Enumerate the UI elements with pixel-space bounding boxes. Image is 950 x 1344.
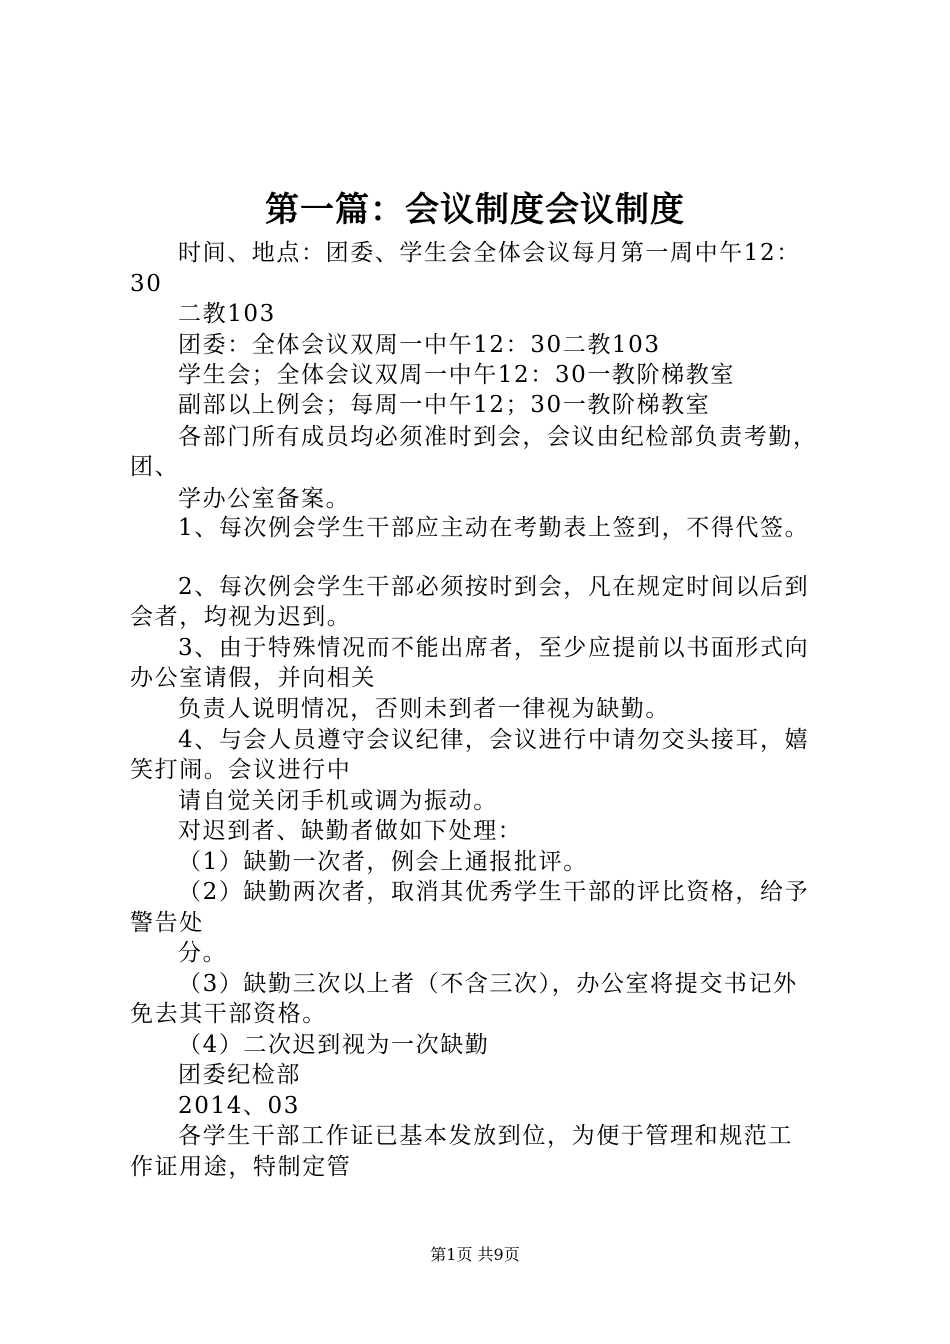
body-line: 3、由于特殊情况而不能出席者，至少应提前以书面形式向 bbox=[178, 635, 810, 661]
body-line: 分。 bbox=[178, 940, 228, 966]
document-title: 第一篇：会议制度会议制度 bbox=[265, 190, 685, 230]
body-line: 会者，均视为迟到。 bbox=[130, 604, 352, 630]
body-line: 团、 bbox=[130, 454, 180, 480]
body-line: 副部以上例会；每周一中午12；30一教阶梯教室 bbox=[178, 392, 711, 418]
body-line: 学生会；全体会议双周一中午12：30一教阶梯教室 bbox=[178, 362, 735, 388]
body-line: （2）缺勤两次者，取消其优秀学生干部的评比资格，给予 bbox=[178, 879, 810, 905]
body-line: 二教103 bbox=[178, 301, 276, 327]
body-line: （3）缺勤三次以上者（不含三次），办公室将提交书记外 bbox=[178, 971, 798, 997]
body-line: 对迟到者、缺勤者做如下处理： bbox=[178, 818, 523, 844]
body-line: 2014、03 bbox=[178, 1093, 300, 1119]
body-line: 办公室请假，并向相关 bbox=[130, 665, 376, 691]
page-number: 第1页 共9页 bbox=[430, 1245, 520, 1264]
body-line: 2、每次例会学生干部必须按时到会，凡在规定时间以后到 bbox=[178, 574, 810, 600]
body-line: 各学生干部工作证已基本发放到位，为便于管理和规范工 bbox=[178, 1123, 793, 1149]
body-line: 学办公室备案。 bbox=[178, 486, 351, 512]
body-line: 免去其干部资格。 bbox=[130, 1001, 327, 1027]
body-line: 团委纪检部 bbox=[178, 1062, 301, 1088]
body-line: 团委：全体会议双周一中午12：30二教103 bbox=[178, 332, 661, 358]
body-line: 时间、地点：团委、学生会全体会议每月第一周中午12： bbox=[178, 240, 801, 266]
body-line: 作证用途，特制定管 bbox=[130, 1154, 352, 1180]
body-line: 警告处 bbox=[130, 910, 204, 936]
body-line: 30 bbox=[130, 271, 163, 297]
body-line: 笑打闹。会议进行中 bbox=[130, 757, 352, 783]
body-line: 负责人说明情况，否则未到者一律视为缺勤。 bbox=[178, 696, 670, 722]
body-line: 4、与会人员遵守会议纪律，会议进行中请勿交头接耳，嬉 bbox=[178, 727, 810, 753]
body-line: （4）二次迟到视为一次缺勤 bbox=[178, 1032, 490, 1058]
body-line: 各部门所有成员均必须准时到会，会议由纪检部负责考勤， bbox=[178, 424, 818, 450]
body-line: （1）缺勤一次者，例会上通报批评。 bbox=[178, 849, 588, 875]
body-line: 请自觉关闭手机或调为振动。 bbox=[178, 788, 498, 814]
body-line: 1、每次例会学生干部应主动在考勤表上签到，不得代签。 bbox=[178, 515, 810, 541]
